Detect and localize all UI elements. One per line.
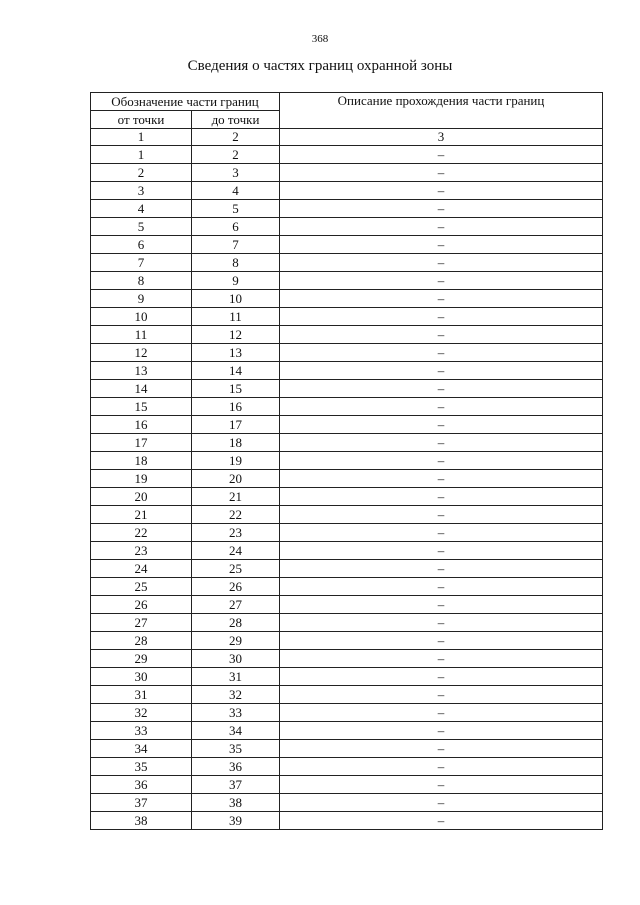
to-point-cell: 38 <box>192 794 280 812</box>
description-cell: – <box>280 650 603 668</box>
description-cell: – <box>280 164 603 182</box>
table-row <box>91 416 603 434</box>
description-cell: – <box>280 542 603 560</box>
table-row <box>91 308 603 326</box>
column-number: 1 <box>91 129 192 146</box>
from-point-cell: 3 <box>91 182 192 200</box>
boundary-parts-table <box>90 92 603 830</box>
from-point-cell: 22 <box>91 524 192 542</box>
table-row <box>91 452 603 470</box>
table-row <box>91 182 603 200</box>
to-point-cell: 35 <box>192 740 280 758</box>
from-point-cell: 35 <box>91 758 192 776</box>
table-row <box>91 650 603 668</box>
description-cell: – <box>280 308 603 326</box>
to-point-cell: 24 <box>192 542 280 560</box>
to-point-cell: 33 <box>192 704 280 722</box>
table-row <box>91 218 603 236</box>
table-row <box>91 686 603 704</box>
to-point-cell: 21 <box>192 488 280 506</box>
description-cell: – <box>280 812 603 830</box>
to-point-cell: 37 <box>192 776 280 794</box>
table-row <box>91 200 603 218</box>
from-point-cell: 2 <box>91 164 192 182</box>
to-point-cell: 8 <box>192 254 280 272</box>
description-cell: – <box>280 434 603 452</box>
to-point-cell: 20 <box>192 470 280 488</box>
to-point-cell: 5 <box>192 200 280 218</box>
to-point-cell: 6 <box>192 218 280 236</box>
from-point-cell: 20 <box>91 488 192 506</box>
to-point-cell: 31 <box>192 668 280 686</box>
description-cell: – <box>280 398 603 416</box>
from-point-cell: 31 <box>91 686 192 704</box>
description-cell: – <box>280 380 603 398</box>
table-row <box>91 380 603 398</box>
description-cell: – <box>280 686 603 704</box>
description-cell: – <box>280 740 603 758</box>
table-body <box>91 146 603 830</box>
description-cell: – <box>280 704 603 722</box>
description-header: Описание прохождения части границ <box>280 93 603 129</box>
from-point-cell: 7 <box>91 254 192 272</box>
page-number: 368 <box>311 33 329 45</box>
description-cell: – <box>280 416 603 434</box>
from-point-cell: 18 <box>91 452 192 470</box>
description-cell: – <box>280 146 603 164</box>
from-point-cell: 17 <box>91 434 192 452</box>
from-point-cell: 13 <box>91 362 192 380</box>
description-cell: – <box>280 776 603 794</box>
to-point-cell: 30 <box>192 650 280 668</box>
description-cell: – <box>280 722 603 740</box>
table-row <box>91 632 603 650</box>
table-row <box>91 596 603 614</box>
table-row <box>91 326 603 344</box>
to-point-cell: 36 <box>192 758 280 776</box>
from-point-cell: 28 <box>91 632 192 650</box>
column-number: 2 <box>192 129 280 146</box>
description-cell: – <box>280 452 603 470</box>
table-row <box>91 290 603 308</box>
table-row <box>91 398 603 416</box>
to-point-cell: 15 <box>192 380 280 398</box>
from-point-cell: 33 <box>91 722 192 740</box>
table-row <box>91 776 603 794</box>
table-row <box>91 506 603 524</box>
table-row <box>91 236 603 254</box>
description-cell: – <box>280 668 603 686</box>
from-point-header: от точки <box>91 111 192 129</box>
table-row <box>91 668 603 686</box>
column-number-row <box>91 129 603 146</box>
from-point-cell: 29 <box>91 650 192 668</box>
from-point-cell: 12 <box>91 344 192 362</box>
from-point-cell: 6 <box>91 236 192 254</box>
from-point-cell: 30 <box>91 668 192 686</box>
to-point-cell: 28 <box>192 614 280 632</box>
to-point-cell: 4 <box>192 182 280 200</box>
to-point-cell: 25 <box>192 560 280 578</box>
from-point-cell: 27 <box>91 614 192 632</box>
to-point-cell: 7 <box>192 236 280 254</box>
description-cell: – <box>280 182 603 200</box>
description-cell: – <box>280 758 603 776</box>
column-number: 3 <box>280 129 603 146</box>
description-cell: – <box>280 596 603 614</box>
to-point-cell: 34 <box>192 722 280 740</box>
table-row <box>91 344 603 362</box>
description-cell: – <box>280 614 603 632</box>
to-point-cell: 17 <box>192 416 280 434</box>
from-point-cell: 16 <box>91 416 192 434</box>
to-point-cell: 13 <box>192 344 280 362</box>
description-cell: – <box>280 470 603 488</box>
to-point-cell: 10 <box>192 290 280 308</box>
table-row <box>91 524 603 542</box>
from-point-cell: 21 <box>91 506 192 524</box>
from-point-cell: 32 <box>91 704 192 722</box>
to-point-cell: 19 <box>192 452 280 470</box>
to-point-cell: 23 <box>192 524 280 542</box>
description-cell: – <box>280 254 603 272</box>
table-row <box>91 794 603 812</box>
description-cell: – <box>280 200 603 218</box>
to-point-cell: 3 <box>192 164 280 182</box>
table-row <box>91 434 603 452</box>
to-point-cell: 39 <box>192 812 280 830</box>
from-point-cell: 25 <box>91 578 192 596</box>
description-cell: – <box>280 362 603 380</box>
description-cell: – <box>280 524 603 542</box>
to-point-cell: 2 <box>192 146 280 164</box>
table-row <box>91 704 603 722</box>
to-point-cell: 29 <box>192 632 280 650</box>
description-cell: – <box>280 578 603 596</box>
to-point-cell: 27 <box>192 596 280 614</box>
to-point-cell: 12 <box>192 326 280 344</box>
group-header: Обозначение части границ <box>91 93 280 111</box>
table-row <box>91 740 603 758</box>
from-point-cell: 36 <box>91 776 192 794</box>
description-cell: – <box>280 560 603 578</box>
from-point-cell: 38 <box>91 812 192 830</box>
description-cell: – <box>280 632 603 650</box>
description-cell: – <box>280 488 603 506</box>
from-point-cell: 11 <box>91 326 192 344</box>
table-row <box>91 164 603 182</box>
from-point-cell: 37 <box>91 794 192 812</box>
from-point-cell: 14 <box>91 380 192 398</box>
from-point-cell: 19 <box>91 470 192 488</box>
to-point-cell: 16 <box>192 398 280 416</box>
description-cell: – <box>280 506 603 524</box>
description-cell: – <box>280 290 603 308</box>
to-point-cell: 22 <box>192 506 280 524</box>
from-point-cell: 1 <box>91 146 192 164</box>
description-cell: – <box>280 326 603 344</box>
table-row <box>91 542 603 560</box>
description-cell: – <box>280 344 603 362</box>
table-row <box>91 812 603 830</box>
description-cell: – <box>280 218 603 236</box>
table-row <box>91 272 603 290</box>
from-point-cell: 34 <box>91 740 192 758</box>
table-row <box>91 488 603 506</box>
description-cell: – <box>280 794 603 812</box>
description-cell: – <box>280 272 603 290</box>
from-point-cell: 23 <box>91 542 192 560</box>
from-point-cell: 15 <box>91 398 192 416</box>
to-point-header: до точки <box>192 111 280 129</box>
from-point-cell: 9 <box>91 290 192 308</box>
table-row <box>91 560 603 578</box>
to-point-cell: 9 <box>192 272 280 290</box>
table-row <box>91 758 603 776</box>
description-cell: – <box>280 236 603 254</box>
page-title: Сведения о частях границ охранной зоны <box>187 58 453 74</box>
to-point-cell: 11 <box>192 308 280 326</box>
to-point-cell: 32 <box>192 686 280 704</box>
table-row <box>91 722 603 740</box>
from-point-cell: 8 <box>91 272 192 290</box>
table-row <box>91 254 603 272</box>
to-point-cell: 14 <box>192 362 280 380</box>
from-point-cell: 4 <box>91 200 192 218</box>
table-row <box>91 362 603 380</box>
table-row <box>91 146 603 164</box>
table-row <box>91 470 603 488</box>
to-point-cell: 26 <box>192 578 280 596</box>
from-point-cell: 24 <box>91 560 192 578</box>
from-point-cell: 5 <box>91 218 192 236</box>
table-row <box>91 578 603 596</box>
from-point-cell: 10 <box>91 308 192 326</box>
from-point-cell: 26 <box>91 596 192 614</box>
to-point-cell: 18 <box>192 434 280 452</box>
table-row <box>91 614 603 632</box>
